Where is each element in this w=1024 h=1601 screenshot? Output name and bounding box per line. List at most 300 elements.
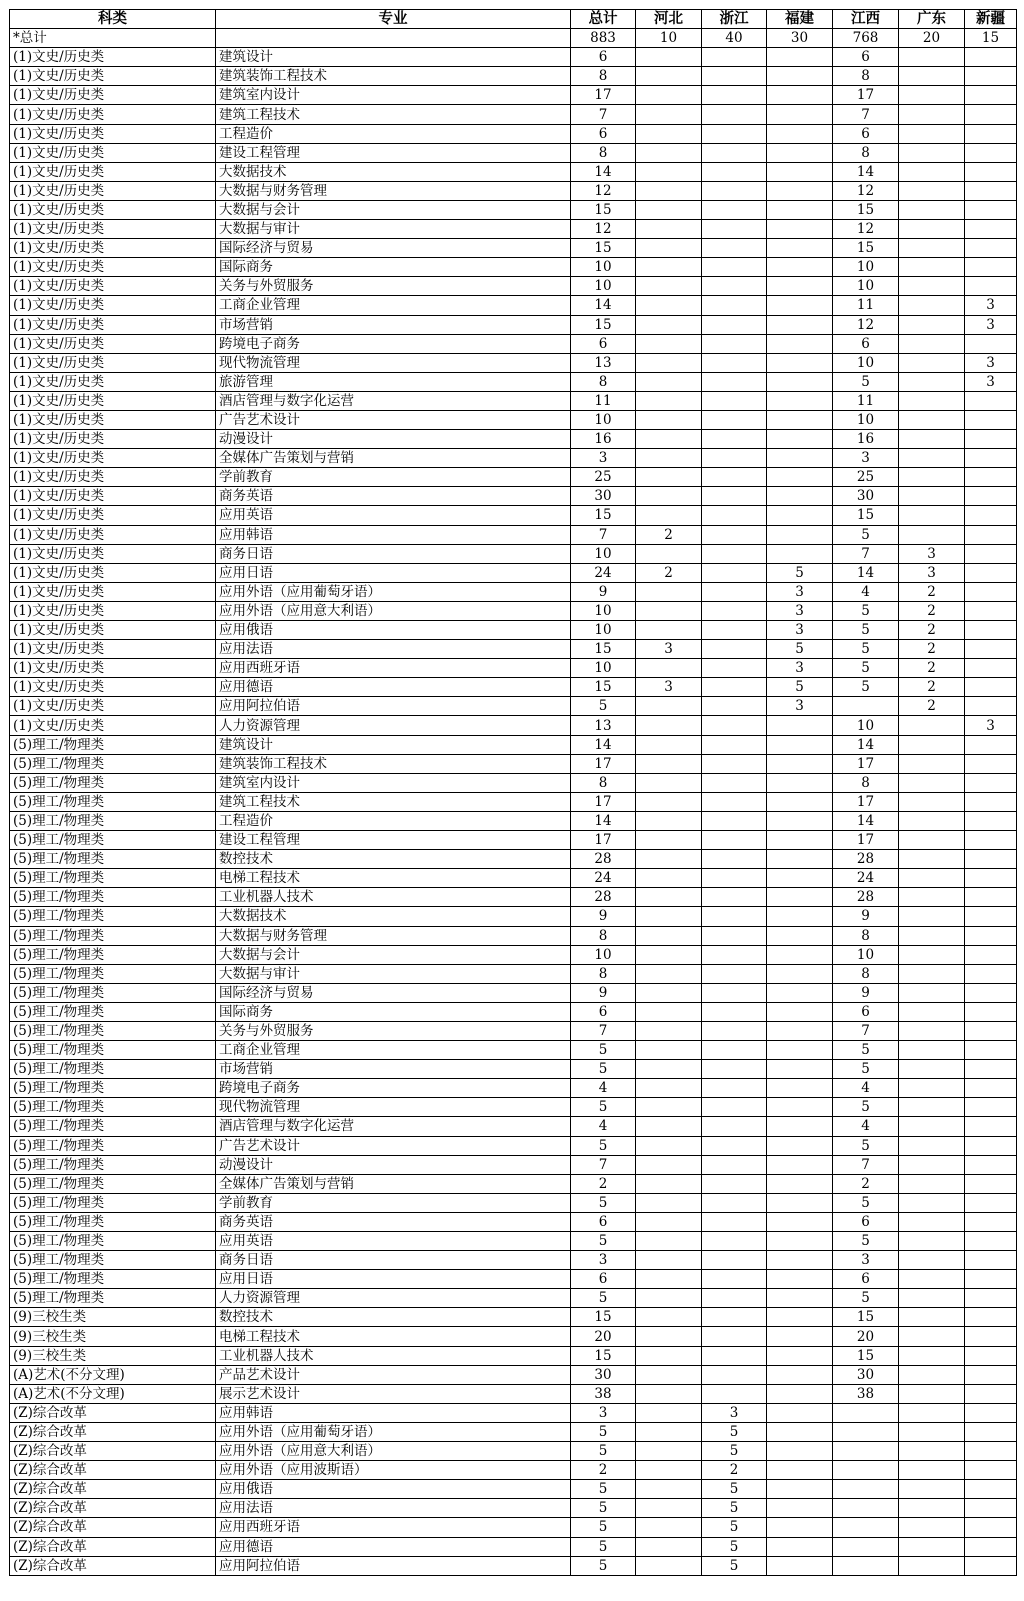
cell-jiangxi <box>833 1537 899 1556</box>
cell-total: 2 <box>571 1461 636 1480</box>
cell-zhejiang <box>702 1212 767 1231</box>
cell-major: 大数据技术 <box>216 162 571 181</box>
cell-xinjiang <box>965 506 1017 525</box>
cell-category: (A)艺术(不分文理) <box>10 1365 216 1384</box>
cell-total: 16 <box>571 430 636 449</box>
cell-jiangxi: 5 <box>833 1232 899 1251</box>
cell-major: 市场营销 <box>216 1060 571 1079</box>
cell-major: 应用外语（应用葡萄牙语） <box>216 582 571 601</box>
table-row <box>10 258 1017 277</box>
cell-zhejiang <box>702 334 767 353</box>
cell-total: 25 <box>571 468 636 487</box>
cell-fujian <box>767 926 833 945</box>
cell-major: 动漫设计 <box>216 430 571 449</box>
cell-guangdong <box>899 811 965 830</box>
cell-jiangxi: 5 <box>833 372 899 391</box>
cell-fujian <box>767 1079 833 1098</box>
cell-major: 全媒体广告策划与营销 <box>216 449 571 468</box>
cell-category: (1)文史/历史类 <box>10 391 216 410</box>
cell-category: (1)文史/历史类 <box>10 334 216 353</box>
cell-jiangxi <box>833 1442 899 1461</box>
cell-category: (9)三校生类 <box>10 1308 216 1327</box>
cell-xinjiang <box>965 1289 1017 1308</box>
cell-xinjiang <box>965 258 1017 277</box>
cell-zhejiang <box>702 353 767 372</box>
cell-total: 5 <box>571 1518 636 1537</box>
cell-guangdong <box>899 220 965 239</box>
cell-total: 10 <box>571 277 636 296</box>
cell-total: 5 <box>571 1041 636 1060</box>
cell-jiangxi: 17 <box>833 86 899 105</box>
cell-fujian <box>767 1537 833 1556</box>
cell-xinjiang <box>965 48 1017 67</box>
cell-xinjiang <box>965 926 1017 945</box>
cell-guangdong <box>899 1518 965 1537</box>
cell-major: 现代物流管理 <box>216 353 571 372</box>
cell-jiangxi: 3 <box>833 449 899 468</box>
cell-category: (1)文史/历史类 <box>10 67 216 86</box>
cell-hebei <box>636 1041 702 1060</box>
table-row <box>10 869 1017 888</box>
cell-jiangxi <box>833 1556 899 1575</box>
table-row <box>10 124 1017 143</box>
cell-zhejiang <box>702 563 767 582</box>
cell-major: 应用日语 <box>216 563 571 582</box>
cell-guangdong <box>899 1174 965 1193</box>
cell-xinjiang <box>965 334 1017 353</box>
cell-fujian <box>767 48 833 67</box>
cell-hebei <box>636 697 702 716</box>
cell-zhejiang <box>702 1098 767 1117</box>
cell-zhejiang <box>702 410 767 429</box>
table-row <box>10 143 1017 162</box>
cell-category: (1)文史/历史类 <box>10 86 216 105</box>
cell-hebei <box>636 1212 702 1231</box>
cell-total: 17 <box>571 831 636 850</box>
table-row <box>10 1079 1017 1098</box>
cell-guangdong <box>899 1422 965 1441</box>
cell-guangdong <box>899 964 965 983</box>
cell-xinjiang <box>965 888 1017 907</box>
table-row <box>10 659 1017 678</box>
cell-fujian <box>767 1289 833 1308</box>
cell-total: 3 <box>571 1251 636 1270</box>
cell-category: (1)文史/历史类 <box>10 200 216 219</box>
column-header-guangdong: 广东 <box>899 10 965 29</box>
cell-xinjiang <box>965 754 1017 773</box>
cell-fujian <box>767 1403 833 1422</box>
cell-jiangxi <box>833 697 899 716</box>
cell-guangdong <box>899 1384 965 1403</box>
cell-zhejiang: 2 <box>702 1461 767 1480</box>
table-body <box>10 29 1017 1576</box>
cell-xinjiang <box>965 67 1017 86</box>
cell-hebei <box>636 487 702 506</box>
cell-zhejiang <box>702 277 767 296</box>
cell-major: 现代物流管理 <box>216 1098 571 1117</box>
cell-fujian <box>767 1155 833 1174</box>
cell-hebei: 3 <box>636 678 702 697</box>
cell-xinjiang <box>965 391 1017 410</box>
cell-zhejiang <box>702 1060 767 1079</box>
cell-major: 大数据与会计 <box>216 945 571 964</box>
table-row <box>10 525 1017 544</box>
cell-zhejiang <box>702 735 767 754</box>
table-row <box>10 1289 1017 1308</box>
cell-category: (5)理工/物理类 <box>10 869 216 888</box>
table-row <box>10 277 1017 296</box>
cell-jiangxi: 5 <box>833 1136 899 1155</box>
cell-xinjiang <box>965 1384 1017 1403</box>
cell-guangdong <box>899 926 965 945</box>
cell-hebei <box>636 181 702 200</box>
cell-hebei <box>636 1384 702 1403</box>
cell-jiangxi: 6 <box>833 1002 899 1021</box>
cell-total: 5 <box>571 1480 636 1499</box>
cell-fujian <box>767 1384 833 1403</box>
table-row <box>10 487 1017 506</box>
cell-hebei <box>636 410 702 429</box>
cell-guangdong <box>899 1098 965 1117</box>
cell-guangdong <box>899 67 965 86</box>
cell-jiangxi: 6 <box>833 1212 899 1231</box>
cell-guangdong <box>899 1117 965 1136</box>
cell-xinjiang <box>965 1251 1017 1270</box>
cell-jiangxi: 38 <box>833 1384 899 1403</box>
cell-total: 28 <box>571 850 636 869</box>
cell-fujian <box>767 888 833 907</box>
cell-jiangxi <box>833 1518 899 1537</box>
cell-category: (5)理工/物理类 <box>10 831 216 850</box>
cell-category: (1)文史/历史类 <box>10 659 216 678</box>
cell-total: 14 <box>571 296 636 315</box>
table-row <box>10 964 1017 983</box>
table-row <box>10 239 1017 258</box>
table-row <box>10 1556 1017 1575</box>
cell-fujian <box>767 1270 833 1289</box>
cell-fujian <box>767 1117 833 1136</box>
cell-major: 酒店管理与数字化运营 <box>216 1117 571 1136</box>
table-row <box>10 1041 1017 1060</box>
cell-category: (1)文史/历史类 <box>10 716 216 735</box>
cell-major: 应用英语 <box>216 506 571 525</box>
cell-zhejiang <box>702 200 767 219</box>
cell-jiangxi <box>833 1499 899 1518</box>
cell-total: 20 <box>571 1327 636 1346</box>
cell-zhejiang <box>702 1002 767 1021</box>
cell-fujian <box>767 525 833 544</box>
table-row <box>10 181 1017 200</box>
cell-zhejiang <box>702 678 767 697</box>
cell-xinjiang <box>965 697 1017 716</box>
cell-hebei <box>636 869 702 888</box>
cell-category: (1)文史/历史类 <box>10 582 216 601</box>
cell-fujian <box>767 391 833 410</box>
cell-fujian <box>767 181 833 200</box>
cell-xinjiang <box>965 659 1017 678</box>
cell-total: 9 <box>571 907 636 926</box>
cell-guangdong <box>899 907 965 926</box>
cell-xinjiang <box>965 86 1017 105</box>
cell-category: (1)文史/历史类 <box>10 697 216 716</box>
cell-guangdong: 2 <box>899 640 965 659</box>
cell-category: *总计 <box>10 29 216 48</box>
table-row <box>10 582 1017 601</box>
cell-major: 学前教育 <box>216 1193 571 1212</box>
cell-xinjiang <box>965 1365 1017 1384</box>
cell-zhejiang <box>702 67 767 86</box>
cell-hebei <box>636 716 702 735</box>
cell-xinjiang <box>965 1537 1017 1556</box>
cell-category: (1)文史/历史类 <box>10 124 216 143</box>
table-row <box>10 162 1017 181</box>
table-row <box>10 544 1017 563</box>
cell-fujian <box>767 506 833 525</box>
cell-xinjiang <box>965 1136 1017 1155</box>
cell-total: 5 <box>571 1537 636 1556</box>
cell-category: (5)理工/物理类 <box>10 1117 216 1136</box>
cell-hebei <box>636 831 702 850</box>
cell-major: 国际商务 <box>216 1002 571 1021</box>
table-row <box>10 1327 1017 1346</box>
cell-total: 5 <box>571 1060 636 1079</box>
cell-guangdong <box>899 1021 965 1040</box>
cell-total: 2 <box>571 1174 636 1193</box>
cell-fujian <box>767 1232 833 1251</box>
cell-xinjiang <box>965 983 1017 1002</box>
cell-fujian <box>767 1060 833 1079</box>
cell-zhejiang <box>702 792 767 811</box>
cell-fujian <box>767 716 833 735</box>
cell-guangdong <box>899 1155 965 1174</box>
cell-major: 建设工程管理 <box>216 143 571 162</box>
cell-guangdong <box>899 315 965 334</box>
cell-guangdong <box>899 831 965 850</box>
cell-hebei <box>636 582 702 601</box>
cell-hebei <box>636 1403 702 1422</box>
cell-total: 15 <box>571 640 636 659</box>
cell-hebei <box>636 1155 702 1174</box>
cell-guangdong <box>899 1193 965 1212</box>
cell-major: 工商企业管理 <box>216 296 571 315</box>
cell-category: (5)理工/物理类 <box>10 1251 216 1270</box>
cell-total: 28 <box>571 888 636 907</box>
cell-fujian <box>767 1098 833 1117</box>
cell-jiangxi: 10 <box>833 716 899 735</box>
cell-jiangxi: 20 <box>833 1327 899 1346</box>
cell-category: (Z)综合改革 <box>10 1422 216 1441</box>
cell-xinjiang <box>965 1308 1017 1327</box>
cell-fujian <box>767 1480 833 1499</box>
table-row <box>10 1021 1017 1040</box>
cell-category: (1)文史/历史类 <box>10 640 216 659</box>
table-row <box>10 449 1017 468</box>
cell-zhejiang <box>702 506 767 525</box>
cell-xinjiang <box>965 1422 1017 1441</box>
cell-zhejiang <box>702 621 767 640</box>
cell-guangdong <box>899 86 965 105</box>
cell-major: 人力资源管理 <box>216 1289 571 1308</box>
cell-total: 4 <box>571 1079 636 1098</box>
cell-guangdong <box>899 430 965 449</box>
cell-major: 关务与外贸服务 <box>216 277 571 296</box>
cell-zhejiang <box>702 831 767 850</box>
cell-hebei <box>636 353 702 372</box>
cell-zhejiang <box>702 926 767 945</box>
cell-zhejiang <box>702 601 767 620</box>
table-row <box>10 601 1017 620</box>
cell-xinjiang: 3 <box>965 353 1017 372</box>
cell-category: (5)理工/物理类 <box>10 888 216 907</box>
cell-guangdong <box>899 48 965 67</box>
cell-fujian <box>767 143 833 162</box>
cell-category: (1)文史/历史类 <box>10 525 216 544</box>
cell-jiangxi: 5 <box>833 1060 899 1079</box>
cell-fujian <box>767 850 833 869</box>
cell-total: 24 <box>571 563 636 582</box>
cell-total: 10 <box>571 410 636 429</box>
table-row <box>10 372 1017 391</box>
cell-category: (1)文史/历史类 <box>10 353 216 372</box>
cell-jiangxi: 15 <box>833 1308 899 1327</box>
cell-xinjiang <box>965 792 1017 811</box>
cell-jiangxi: 7 <box>833 105 899 124</box>
cell-hebei <box>636 430 702 449</box>
column-header-major: 专业 <box>216 10 571 29</box>
cell-zhejiang <box>702 296 767 315</box>
cell-major: 应用韩语 <box>216 1403 571 1422</box>
cell-hebei <box>636 143 702 162</box>
cell-jiangxi: 10 <box>833 353 899 372</box>
cell-hebei <box>636 1499 702 1518</box>
cell-fujian: 5 <box>767 563 833 582</box>
cell-category: (1)文史/历史类 <box>10 181 216 200</box>
cell-hebei <box>636 1060 702 1079</box>
cell-hebei <box>636 1365 702 1384</box>
cell-major: 工商企业管理 <box>216 1041 571 1060</box>
cell-jiangxi: 768 <box>833 29 899 48</box>
column-header-jiangxi: 江西 <box>833 10 899 29</box>
cell-category: (5)理工/物理类 <box>10 1155 216 1174</box>
cell-hebei <box>636 1098 702 1117</box>
cell-guangdong <box>899 1270 965 1289</box>
cell-zhejiang <box>702 640 767 659</box>
cell-zhejiang <box>702 544 767 563</box>
cell-guangdong <box>899 1136 965 1155</box>
cell-fujian <box>767 831 833 850</box>
cell-zhejiang <box>702 1117 767 1136</box>
cell-major: 建筑设计 <box>216 735 571 754</box>
cell-total: 15 <box>571 1308 636 1327</box>
cell-xinjiang <box>965 621 1017 640</box>
table-row <box>10 888 1017 907</box>
table-row <box>10 831 1017 850</box>
cell-zhejiang <box>702 945 767 964</box>
cell-zhejiang <box>702 468 767 487</box>
cell-guangdong: 2 <box>899 697 965 716</box>
cell-major: 建筑室内设计 <box>216 86 571 105</box>
cell-guangdong <box>899 1499 965 1518</box>
cell-category: (1)文史/历史类 <box>10 315 216 334</box>
cell-category: (5)理工/物理类 <box>10 811 216 830</box>
cell-major: 商务日语 <box>216 1251 571 1270</box>
cell-guangdong <box>899 983 965 1002</box>
cell-fujian <box>767 449 833 468</box>
cell-guangdong <box>899 945 965 964</box>
cell-fujian <box>767 258 833 277</box>
table-row <box>10 430 1017 449</box>
cell-total: 10 <box>571 945 636 964</box>
cell-guangdong <box>899 506 965 525</box>
cell-hebei <box>636 1518 702 1537</box>
cell-category: (Z)综合改革 <box>10 1518 216 1537</box>
cell-category: (5)理工/物理类 <box>10 945 216 964</box>
cell-hebei <box>636 315 702 334</box>
cell-guangdong: 2 <box>899 678 965 697</box>
cell-hebei <box>636 334 702 353</box>
table-row <box>10 678 1017 697</box>
cell-hebei <box>636 1251 702 1270</box>
cell-total: 6 <box>571 1002 636 1021</box>
cell-hebei <box>636 277 702 296</box>
cell-major: 跨境电子商务 <box>216 334 571 353</box>
cell-zhejiang <box>702 754 767 773</box>
cell-jiangxi: 5 <box>833 525 899 544</box>
cell-category: (Z)综合改革 <box>10 1537 216 1556</box>
cell-total: 8 <box>571 926 636 945</box>
cell-total: 10 <box>571 258 636 277</box>
cell-guangdong <box>899 1537 965 1556</box>
cell-fujian <box>767 1308 833 1327</box>
cell-guangdong: 2 <box>899 659 965 678</box>
cell-fujian <box>767 1212 833 1231</box>
cell-zhejiang: 5 <box>702 1537 767 1556</box>
cell-major: 大数据与审计 <box>216 220 571 239</box>
cell-hebei <box>636 1442 702 1461</box>
column-header-zhejiang: 浙江 <box>702 10 767 29</box>
cell-major: 工程造价 <box>216 811 571 830</box>
cell-xinjiang <box>965 1098 1017 1117</box>
cell-hebei <box>636 372 702 391</box>
table-row <box>10 29 1017 48</box>
cell-major: 建筑工程技术 <box>216 105 571 124</box>
cell-jiangxi: 7 <box>833 1155 899 1174</box>
cell-guangdong <box>899 1060 965 1079</box>
cell-jiangxi: 24 <box>833 869 899 888</box>
table-row <box>10 105 1017 124</box>
cell-xinjiang: 3 <box>965 296 1017 315</box>
cell-fujian: 5 <box>767 678 833 697</box>
column-header-fujian: 福建 <box>767 10 833 29</box>
cell-xinjiang <box>965 907 1017 926</box>
cell-major: 应用德语 <box>216 1537 571 1556</box>
cell-xinjiang: 3 <box>965 315 1017 334</box>
cell-zhejiang <box>702 1346 767 1365</box>
cell-fujian <box>767 983 833 1002</box>
table-row <box>10 86 1017 105</box>
cell-xinjiang <box>965 1079 1017 1098</box>
cell-category: (5)理工/物理类 <box>10 1041 216 1060</box>
cell-guangdong <box>899 124 965 143</box>
cell-hebei <box>636 506 702 525</box>
cell-jiangxi: 6 <box>833 48 899 67</box>
cell-major: 国际经济与贸易 <box>216 239 571 258</box>
cell-zhejiang: 3 <box>702 1403 767 1422</box>
cell-jiangxi: 12 <box>833 315 899 334</box>
cell-hebei <box>636 621 702 640</box>
cell-hebei <box>636 888 702 907</box>
cell-major: 建筑装饰工程技术 <box>216 67 571 86</box>
